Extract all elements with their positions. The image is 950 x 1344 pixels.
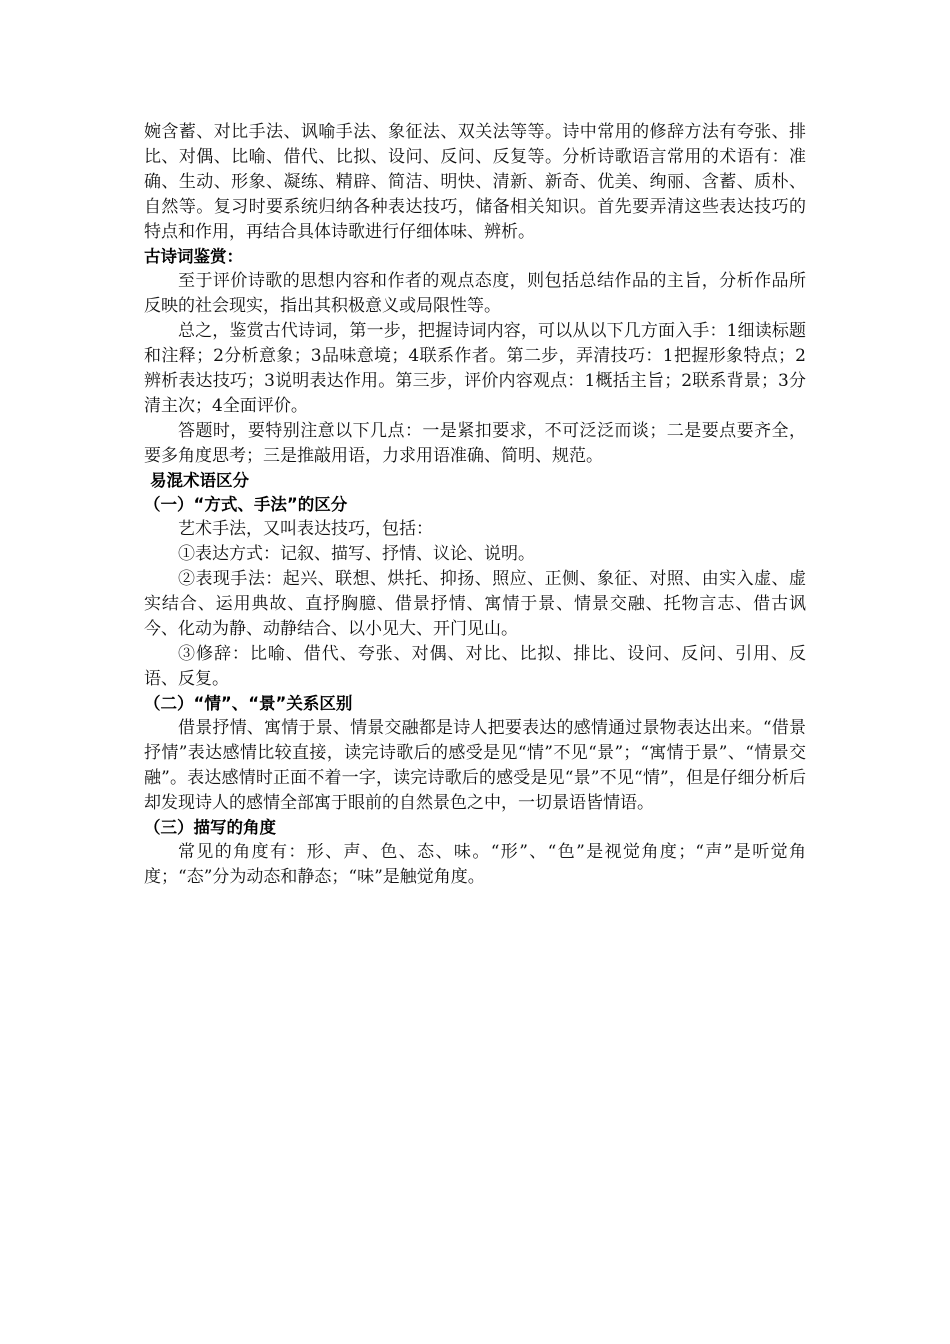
paragraph-emotion-scenery: 借景抒情、寓情于景、情景交融都是诗人把要表达的感情通过景物表达出来。“借景抒情”表达感情比较直接，读完诗歌后的感受是见“情”不见“景”；“寓情于景”、“情景交融”。表达感情时正面不着一字，读完诗歌后的感受是见“景”不见“情”，但是仔细分析后却发现诗人的感情全部寓于眼前的自然景色之中，一切景语皆情语。: [144, 718, 806, 813]
heading-confusing-terms: 易混术语区分: [150, 471, 249, 490]
paragraph-answer-tips: 答题时，要特别注意以下几点：一是紧扣要求，不可泛泛而谈；二是要点要齐全，要多角度思考；三是推敲用语，力求用语准确、简明、规范。: [144, 421, 806, 466]
paragraph-summary-steps: 总之，鉴赏古代诗词，第一步，把握诗词内容，可以从以下几方面入手：1细读标题和注释；2分析意象；3品味意境；4联系作者。第二步，弄清技巧：1把握形象特点；2辨析表达技巧；3说明表达作用。第三步，评价内容观点：1概括主旨；2联系背景；3分清主次；4全面评价。: [144, 321, 806, 416]
heading-section-three: （三）描写的角度: [144, 818, 276, 837]
heading-poetry-appreciation: 古诗词鉴赏：: [144, 247, 243, 266]
paragraph-evaluate-content: 至于评价诗歌的思想内容和作者的观点态度，则包括总结作品的主旨，分析作品所反映的社会现实，指出其积极意义或局限性等。: [144, 271, 806, 316]
heading-section-two: （二）“情”、“景”关系区别: [144, 694, 353, 713]
document-body: [144, 120, 806, 890]
paragraph-art-techniques-intro: 艺术手法，又叫表达技巧，包括：: [178, 519, 433, 539]
heading-section-one: （一）“方式、手法”的区分: [144, 495, 348, 514]
paragraph-expression-techniques: 婉含蓄、对比手法、讽喻手法、象征法、双关法等等。诗中常用的修辞方法有夸张、排比、对偶、比喻、借代、比拟、设问、反问、反复等。分析诗歌语言常用的术语有：准确、生动、形象、凝练、精辟、简洁、明快、清新、新奇、优美、绚丽、含蓄、质朴、自然等。复习时要系统归纳各种表达技巧，储备相关知识。首先要弄清这些表达技巧的特点和作用，再结合具体诗歌进行仔细体味、辨析。: [144, 122, 806, 242]
list-item-expression-modes: ①表达方式：记叙、描写、抒情、议论、说明。: [178, 544, 535, 564]
list-item-performance-techniques: ②表现手法：起兴、联想、烘托、抑扬、照应、正侧、象征、对照、由实入虚、虚实结合、运用典故、直抒胸臆、借景抒情、寓情于景、情景交融、托物言志、借古讽今、化动为静、动静结合、以小见大、开门见山。: [144, 569, 806, 639]
paragraph-description-angles: 常见的角度有：形、声、色、态、味。“形”、“色”是视觉角度；“声”是听觉角度；“态”分为动态和静态；“味”是触觉角度。: [144, 842, 806, 887]
list-item-rhetoric: ③修辞：比喻、借代、夸张、对偶、对比、比拟、排比、设问、反问、引用、反语、反复。: [144, 644, 806, 689]
